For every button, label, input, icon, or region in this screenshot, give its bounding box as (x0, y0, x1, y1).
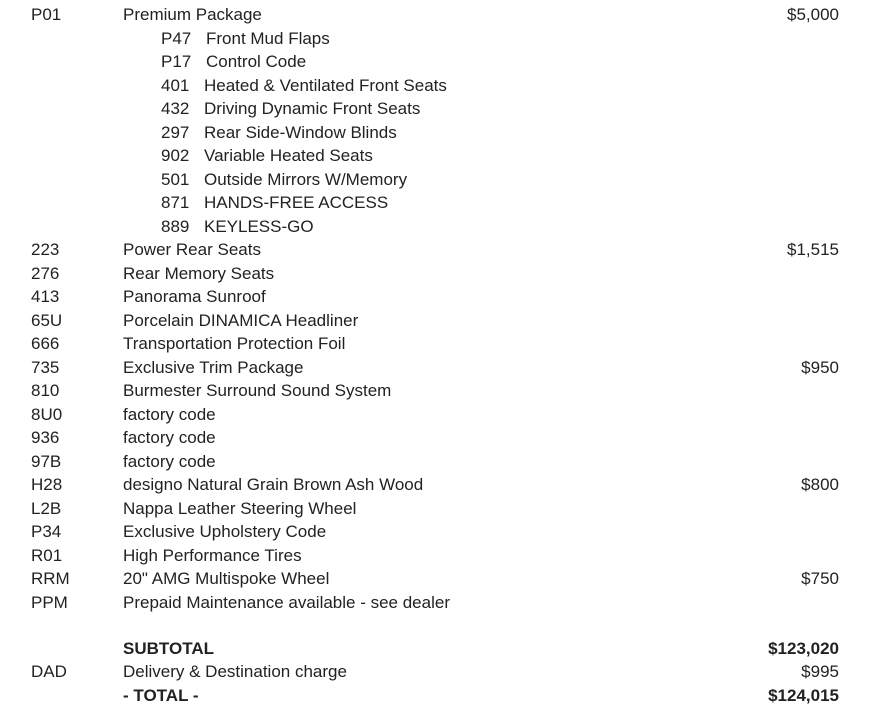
package-item (0, 51, 892, 73)
package-item-code: 889 (161, 217, 190, 236)
option-description: factory code (123, 452, 216, 471)
option-description: Burmester Surround Sound System (123, 381, 392, 400)
option-row (0, 427, 892, 449)
package-item (0, 75, 892, 97)
total-row (0, 685, 892, 707)
package-item-description: Driving Dynamic Front Seats (204, 99, 421, 118)
package-item-code: 902 (161, 146, 190, 165)
option-row (0, 451, 892, 473)
option-code: 223 (31, 240, 60, 259)
package-item (0, 216, 892, 238)
subtotal-row (0, 638, 892, 660)
option-description: Premium Package (123, 5, 262, 24)
delivery-code: DAD (31, 662, 67, 681)
option-code: 97B (31, 452, 62, 471)
package-item-code: 401 (161, 76, 190, 95)
option-code: 735 (31, 358, 60, 377)
option-code: 8U0 (31, 405, 63, 424)
option-description: Transportation Protection Foil (123, 334, 346, 353)
option-row (0, 568, 892, 590)
option-code: RRM (31, 569, 70, 588)
option-row (0, 592, 892, 614)
package-item (0, 169, 892, 191)
package-item-description: Outside Mirrors W/Memory (204, 170, 408, 189)
total-label: - TOTAL - (123, 686, 199, 705)
option-price: $800 (801, 475, 839, 494)
package-item (0, 98, 892, 120)
option-row (0, 286, 892, 308)
option-code: 276 (31, 264, 60, 283)
package-item (0, 122, 892, 144)
package-item-code: 432 (161, 99, 190, 118)
package-item (0, 192, 892, 214)
option-description: Porcelain DINAMICA Headliner (123, 311, 359, 330)
option-row (0, 521, 892, 543)
delivery-row (0, 661, 892, 683)
option-row (0, 333, 892, 355)
option-row (0, 263, 892, 285)
option-description: designo Natural Grain Brown Ash Wood (123, 475, 424, 494)
package-item-code: 501 (161, 170, 190, 189)
option-row (0, 357, 892, 379)
option-code: 65U (31, 311, 63, 330)
option-row (0, 545, 892, 567)
option-description: Rear Memory Seats (123, 264, 275, 283)
option-code: H28 (31, 475, 63, 494)
subtotal-label: SUBTOTAL (123, 639, 214, 658)
option-description: 20" AMG Multispoke Wheel (123, 569, 330, 588)
package-item-description: Rear Side-Window Blinds (204, 123, 397, 142)
package-item-description: Front Mud Flaps (206, 29, 330, 48)
option-code: R01 (31, 546, 63, 565)
option-row (0, 239, 892, 261)
package-item-description: Control Code (206, 52, 307, 71)
option-code: 413 (31, 287, 60, 306)
option-description: Exclusive Upholstery Code (123, 522, 327, 541)
option-row (0, 310, 892, 332)
package-item-description: Variable Heated Seats (204, 146, 373, 165)
option-row (0, 498, 892, 520)
option-price: $750 (801, 569, 839, 588)
option-price: $950 (801, 358, 839, 377)
option-code: P01 (31, 5, 62, 24)
delivery-price: $995 (801, 662, 839, 681)
package-item-code: 871 (161, 193, 190, 212)
package-item-description: KEYLESS-GO (204, 217, 314, 236)
package-item-description: HANDS-FREE ACCESS (204, 193, 389, 212)
option-code: 666 (31, 334, 60, 353)
package-item (0, 145, 892, 167)
option-row (0, 474, 892, 496)
package-item (0, 28, 892, 50)
total-price: $124,015 (768, 686, 839, 705)
option-description: High Performance Tires (123, 546, 302, 565)
option-description: Exclusive Trim Package (123, 358, 304, 377)
option-row-premium-package (0, 4, 892, 26)
option-code: 810 (31, 381, 60, 400)
option-row (0, 380, 892, 402)
option-code: PPM (31, 593, 68, 612)
option-code: P34 (31, 522, 62, 541)
option-description: factory code (123, 405, 216, 424)
subtotal-price: $123,020 (768, 639, 839, 658)
package-item-description: Heated & Ventilated Front Seats (204, 76, 447, 95)
option-description: Nappa Leather Steering Wheel (123, 499, 357, 518)
package-item-code: P17 (161, 52, 192, 71)
delivery-label: Delivery & Destination charge (123, 662, 347, 681)
option-description: Power Rear Seats (123, 240, 261, 259)
option-code: 936 (31, 428, 60, 447)
option-description: factory code (123, 428, 216, 447)
option-price: $1,515 (787, 240, 839, 259)
option-description: Prepaid Maintenance available - see dealer (123, 593, 450, 612)
option-price: $5,000 (787, 5, 839, 24)
package-item-code: 297 (161, 123, 190, 142)
option-row (0, 404, 892, 426)
option-description: Panorama Sunroof (123, 287, 266, 306)
package-item-code: P47 (161, 29, 192, 48)
option-code: L2B (31, 499, 62, 518)
